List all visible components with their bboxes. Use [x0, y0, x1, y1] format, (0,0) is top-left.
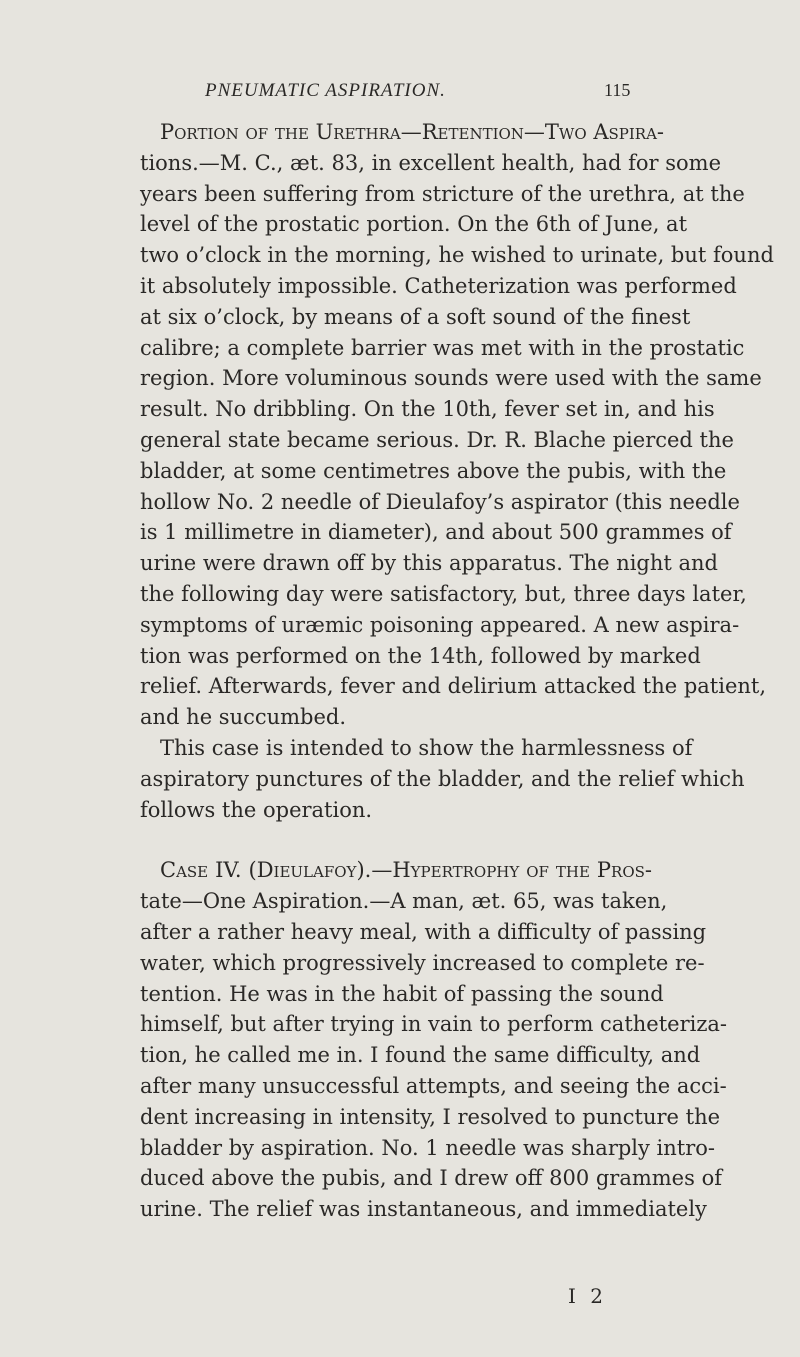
text-line: two o’clock in the morning, he wished to urinate, but found	[140, 243, 774, 268]
text-line: years been suffering from stricture of the urethra, at the	[140, 181, 745, 206]
paragraph-harmlessness	[140, 733, 745, 825]
text-line: Case IV. (Dieulafoy).—Hypertrophy of the Pros-	[160, 858, 652, 883]
text-line: relief. Afterwards, fever and delirium attacked the patient,	[140, 674, 767, 699]
page-number: 115	[604, 80, 631, 100]
text-line: is 1 millimetre in diameter), and about 500 grammes of	[140, 520, 732, 545]
text-line: region. More voluminous sounds were used with the same	[140, 366, 762, 391]
text-line: tate—One Aspiration.—A man, æt. 65, was taken,	[140, 889, 668, 914]
text-line: Portion of the Urethra—Retention—Two Aspira-	[160, 120, 665, 144]
text-line: general state became serious. Dr. R. Blache pierced the	[140, 427, 734, 452]
paragraph-case-iv	[140, 855, 728, 1225]
text-line: urine were drawn off by this apparatus. The night and	[140, 551, 719, 576]
text-line: hollow No. 2 needle of Dieulafoy’s aspirator (this needle	[140, 489, 740, 514]
text-line: bladder by aspiration. No. 1 needle was sharply intro-	[140, 1135, 716, 1160]
text-line: result. No dribbling. On the 10th, fever set in, and his	[140, 397, 715, 422]
text-line: aspiratory punctures of the bladder, and the relief which	[140, 766, 745, 791]
text-line: after a rather heavy meal, with a difficulty of passing	[140, 919, 707, 944]
text-line: tions.—M. C., æt. 83, in excellent health, had for some	[140, 150, 722, 175]
text-line: and he succumbed.	[140, 705, 347, 730]
text-line: tion was performed on the 14th, followed by marked	[140, 643, 701, 668]
text-line: symptoms of uræmic poisoning appeared. A new aspira-	[140, 612, 740, 637]
text-line: at six o’clock, by means of a soft sound of the finest	[140, 304, 691, 329]
text-line: tention. He was in the habit of passing the sound	[140, 981, 664, 1006]
text-line: urine. The relief was instantaneous, and immediately	[140, 1197, 707, 1222]
text-line: bladder, at some centimetres above the pubis, with the	[140, 458, 727, 483]
text-line: dent increasing in intensity, I resolved to puncture the	[140, 1104, 721, 1129]
running-title: PNEUMATIC ASPIRATION.	[205, 80, 446, 101]
text-line: follows the operation.	[140, 797, 373, 822]
text-line: level of the prostatic portion. On the 6th of June, at	[140, 212, 688, 237]
paragraph-gap	[140, 825, 652, 855]
text-line: duced above the pubis, and I drew off 800 grammes of	[140, 1166, 722, 1191]
text-line: water, which progressively increased to complete re-	[140, 950, 705, 975]
running-head	[0, 80, 800, 108]
paragraph-case-portion-urethra	[140, 117, 774, 733]
text-line: This case is intended to show the harmlessness of	[160, 735, 693, 760]
text-line: calibre; a complete barrier was met with in the prostatic	[140, 335, 745, 360]
text-line: tion, he called me in. I found the same difficulty, and	[140, 1043, 701, 1068]
signature-mark: I 2	[568, 1284, 607, 1308]
body-text	[140, 117, 774, 1225]
text-line: himself, but after trying in vain to perform catheteriza-	[140, 1012, 728, 1037]
text-line: it absolutely impossible. Catheterization was performed	[140, 273, 737, 298]
text-line: the following day were satisfactory, but, three days later,	[140, 581, 747, 606]
text-line: after many unsuccessful attempts, and seeing the acci-	[140, 1073, 727, 1098]
